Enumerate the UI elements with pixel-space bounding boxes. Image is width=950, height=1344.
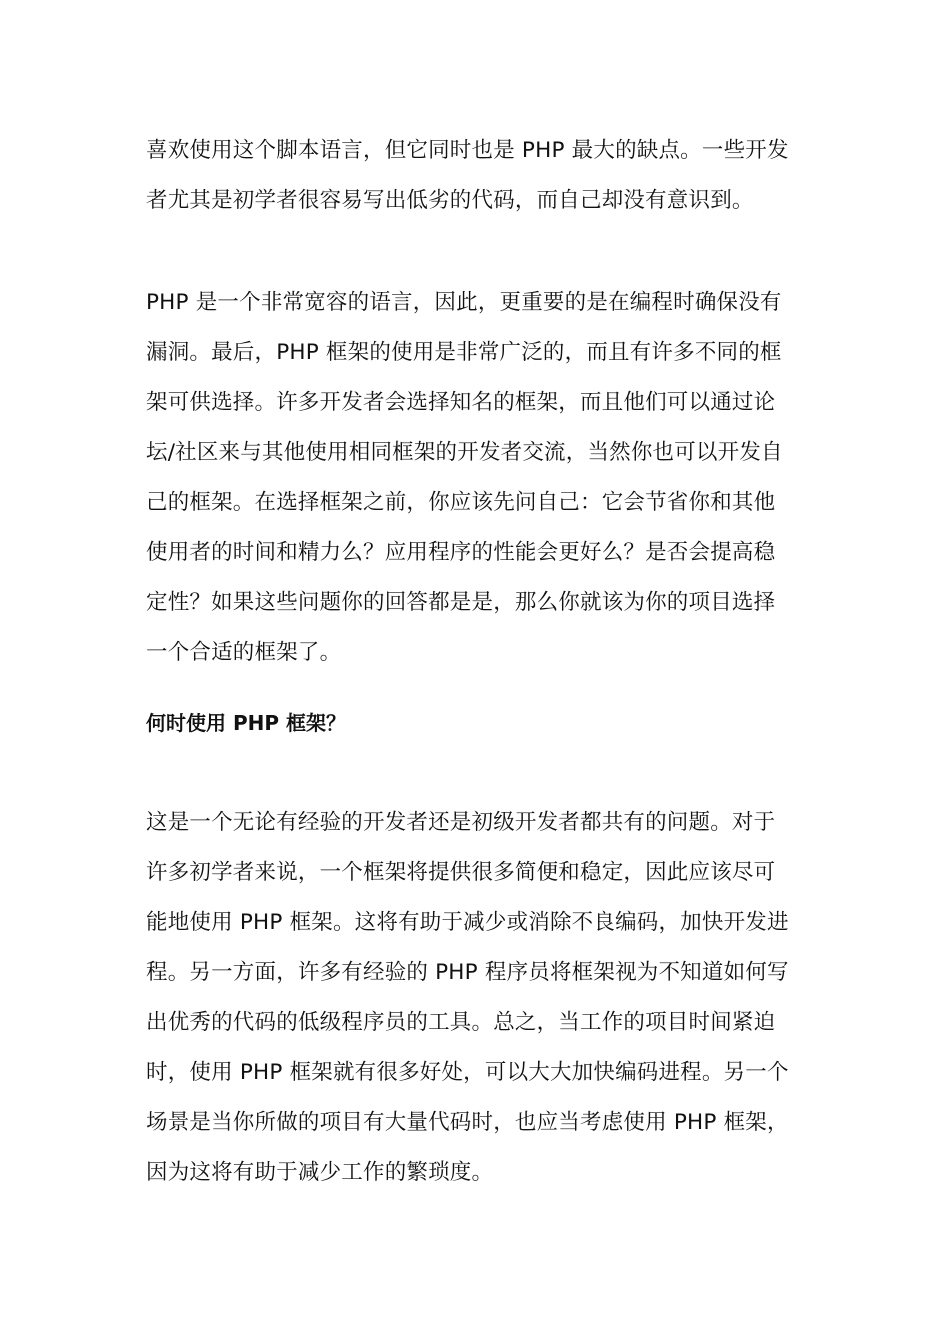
paragraph-1	[146, 126, 808, 226]
text-line: 这是一个无论有经验的开发者还是初级开发者都共有的问题。对于	[146, 810, 776, 835]
paragraph-gap	[146, 678, 808, 700]
text-line: 坛/社区来与其他使用相同框架的开发者交流，当然你也可以开发自	[146, 440, 783, 465]
text-line: 架可供选择。许多开发者会选择知名的框架，而且他们可以通过论	[146, 390, 776, 415]
document-body	[146, 126, 808, 1198]
text-line: 者尤其是初学者很容易写出低劣的代码，而自己却没有意识到。	[146, 188, 754, 213]
paragraph-2	[146, 278, 808, 678]
text-line: 定性？如果这些问题你的回答都是是，那么你就该为你的项目选择	[146, 590, 776, 615]
paragraph-gap	[146, 746, 808, 798]
text-line: 许多初学者来说，一个框架将提供很多简便和稳定，因此应该尽可	[146, 860, 776, 885]
text-line: 因为这将有助于减少工作的繁琐度。	[146, 1160, 494, 1185]
text-line: 出优秀的代码的低级程序员的工具。总之，当工作的项目时间紧迫	[146, 1010, 776, 1035]
text-line: 场景是当你所做的项目有大量代码时，也应当考虑使用 PHP 框架，	[146, 1110, 789, 1135]
text-line: 时，使用 PHP 框架就有很多好处，可以大大加快编码进程。另一个	[146, 1060, 789, 1085]
text-line: 己的框架。在选择框架之前，你应该先问自己：它会节省你和其他	[146, 490, 776, 515]
text-line: 漏洞。最后，PHP 框架的使用是非常广泛的，而且有许多不同的框	[146, 340, 782, 365]
text-line: 喜欢使用这个脚本语言，但它同时也是 PHP 最大的缺点。一些开发	[146, 138, 789, 163]
section-heading: 何时使用 PHP 框架？	[146, 711, 346, 735]
text-line: 能地使用 PHP 框架。这将有助于减少或消除不良编码，加快开发进	[146, 910, 789, 935]
text-line: 一个合适的框架了。	[146, 640, 342, 665]
paragraph-3	[146, 798, 808, 1198]
text-line: PHP 是一个非常宽容的语言，因此，更重要的是在编程时确保没有	[146, 290, 782, 315]
text-line: 程。另一方面，许多有经验的 PHP 程序员将框架视为不知道如何写	[146, 960, 789, 985]
text-line: 使用者的时间和精力么？应用程序的性能会更好么？是否会提高稳	[146, 540, 776, 565]
paragraph-gap	[146, 226, 808, 278]
